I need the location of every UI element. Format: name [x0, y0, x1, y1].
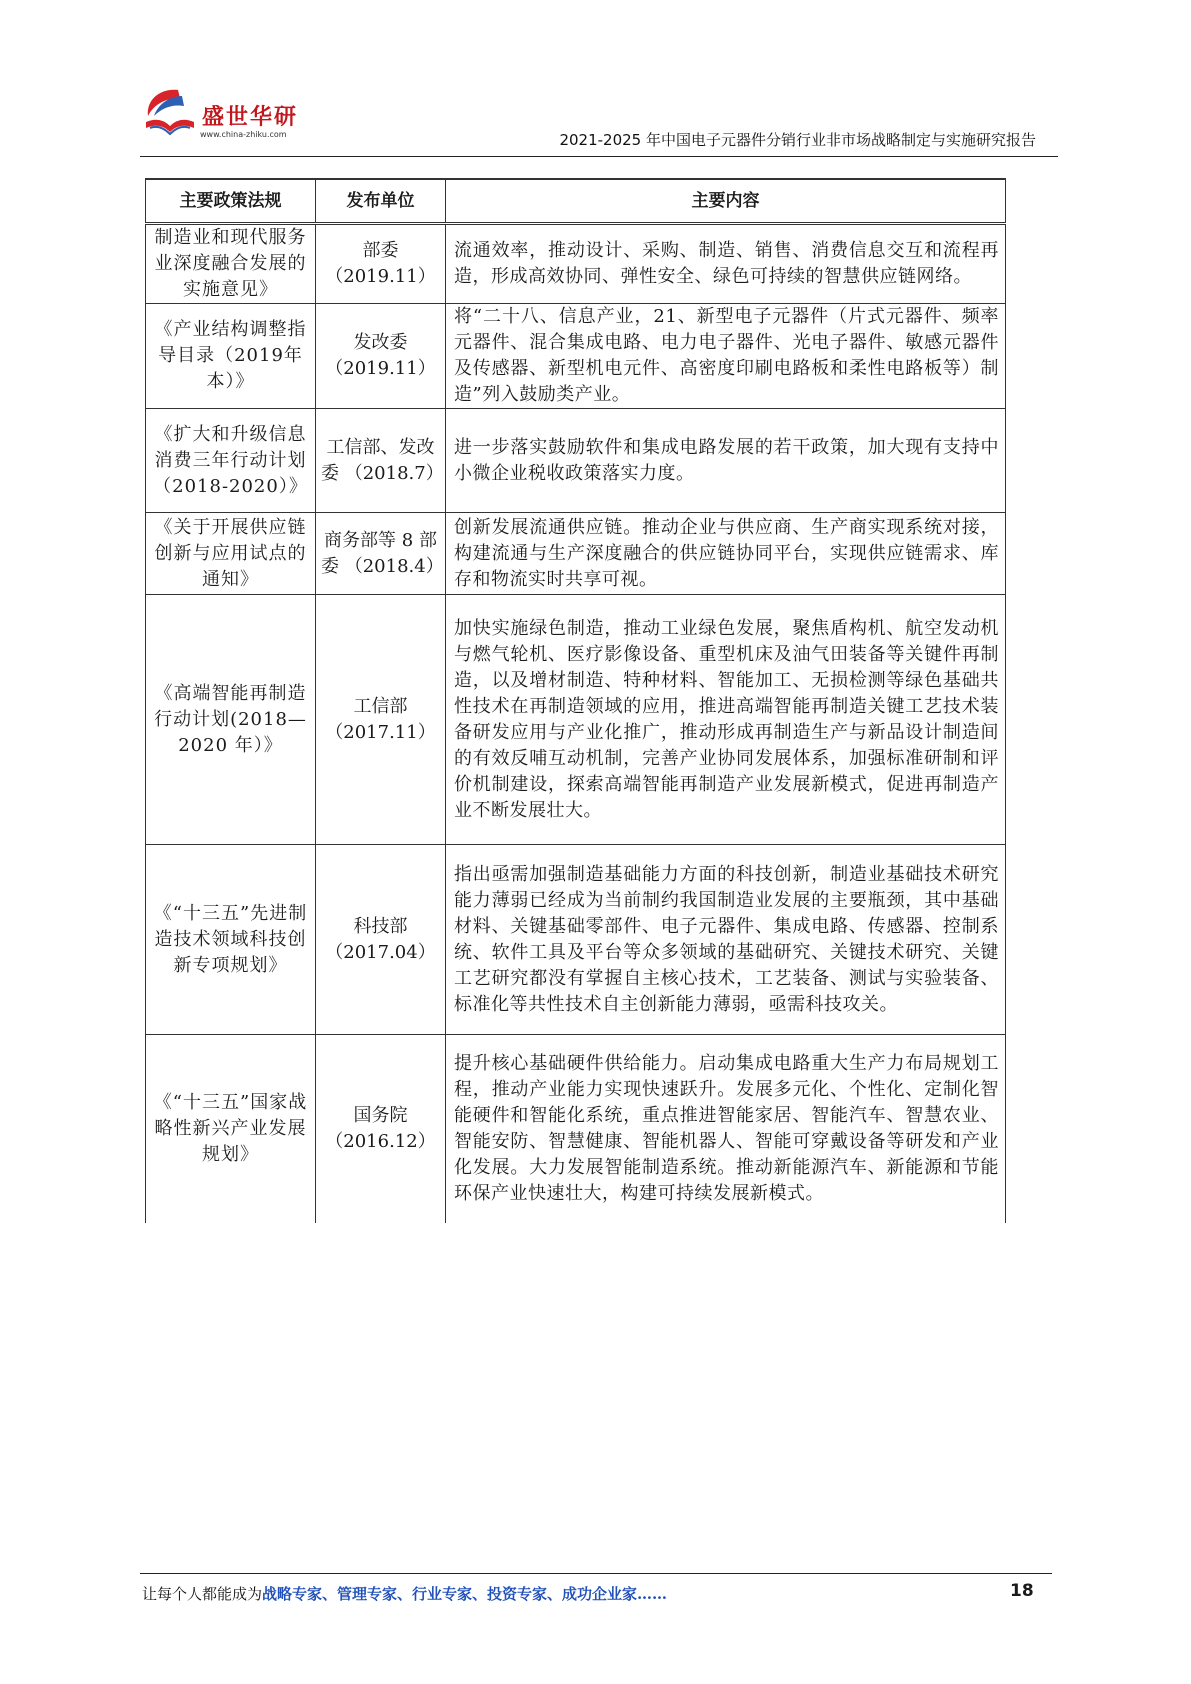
report-title: 2021-2025 年中国电子元器件分销行业非市场战略制定与实施研究报告	[559, 131, 1036, 149]
content-cell: 流通效率，推动设计、采购、制造、销售、消费信息交互和流程再造，形成高效协同、弹性安全、绿色可持续的智慧供应链网络。	[446, 224, 1006, 304]
table-header-row	[146, 179, 1006, 224]
issuer-cell: 国务院 （2016.12）	[316, 1035, 446, 1223]
column-header-issuer: 发布单位	[316, 179, 446, 224]
content-cell: 进一步落实鼓励软件和集成电路发展的若干政策，加大现有支持中小微企业税收政策落实力度。	[446, 409, 1006, 513]
policy-name-cell: 《“十三五”国家战略性新兴产业发展规划》	[146, 1035, 316, 1223]
footer-highlight: 战略专家、管理专家、行业专家、投资专家、成功企业家……	[262, 1585, 668, 1603]
issuer-cell: 商务部等 8 部委 （2018.4）	[316, 513, 446, 595]
footer-prefix: 让每个人都能成为	[142, 1585, 263, 1603]
table-row	[146, 409, 1006, 513]
table-row	[146, 1035, 1006, 1223]
policy-name-cell: 《“十三五”先进制造技术领域科技创新专项规划》	[146, 845, 316, 1035]
policy-name-cell: 《产业结构调整指导目录（2019年本）》	[146, 304, 316, 409]
table-row	[146, 595, 1006, 845]
table-row	[146, 224, 1006, 304]
company-logo	[140, 82, 310, 146]
footer-divider	[140, 1573, 1052, 1574]
content-cell: 指出亟需加强制造基础能力方面的科技创新，制造业基础技术研究能力薄弱已经成为当前制约我国制造业发展的主要瓶颈，其中基础材料、关键基础零部件、电子元器件、集成电路、传感器、控制系统、软件工具及平台等众多领域的基础研究、关键技术研究、关键工艺研究都没有掌握自主核心技术，工艺装备、测试与实验装备、标准化等共性技术自主创新能力薄弱，亟需科技攻关。	[446, 845, 1006, 1035]
content-cell: 提升核心基础硬件供给能力。启动集成电路重大生产力布局规划工程，推动产业能力实现快速跃升。发展多元化、个性化、定制化智能硬件和智能化系统，重点推进智能家居、智能汽车、智慧农业、智能安防、智慧健康、智能机器人、智能可穿戴设备等研发和产业化发展。大力发展智能制造系统。推动新能源汽车、新能源和节能环保产业快速壮大，构建可持续发展新模式。	[446, 1035, 1006, 1223]
policy-name-cell: 《关于开展供应链创新与应用试点的通知》	[146, 513, 316, 595]
policy-name-cell: 《扩大和升级信息消费三年行动计划 （2018-2020）》	[146, 409, 316, 513]
issuer-cell: 工信部 （2017.11）	[316, 595, 446, 845]
issuer-cell: 工信部、发改委 （2018.7）	[316, 409, 446, 513]
table-row	[146, 845, 1006, 1035]
footer-slogan	[142, 1583, 667, 1604]
page-number: 18	[1010, 1581, 1034, 1601]
logo-name: 盛世华研	[202, 105, 299, 130]
table-row	[146, 304, 1006, 409]
content-cell: 加快实施绿色制造，推动工业绿色发展，聚焦盾构机、航空发动机与燃气轮机、医疗影像设备、重型机床及油气田装备等关键件再制造，以及增材制造、特种材料、智能加工、无损检测等绿色基础共性技术在再制造领域的应用，推进高端智能再制造关键工艺技术装备研发应用与产业化推广，推动形成再制造生产与新品设计制造间的有效反哺互动机制，完善产业协同发展体系，加强标准研制和评价机制建设，探索高端智能再制造产业发展新模式，促进再制造产业不断发展壮大。	[446, 595, 1006, 845]
column-header-policy: 主要政策法规	[146, 179, 316, 224]
logo-book-icon	[140, 82, 200, 142]
logo-url: www.china-zhiku.com	[200, 130, 287, 139]
content-cell: 创新发展流通供应链。推动企业与供应商、生产商实现系统对接，构建流通与生产深度融合的供应链协同平台，实现供应链需求、库存和物流实时共享可视。	[446, 513, 1006, 595]
column-header-content: 主要内容	[446, 179, 1006, 224]
policy-name-cell: 制造业和现代服务业深度融合发展的实施意见》	[146, 224, 316, 304]
policy-name-cell: 《高端智能再制造行动计划(2018—2020 年）》	[146, 595, 316, 845]
content-cell: 将“二十八、信息产业，21、新型电子元器件（片式元器件、频率元器件、混合集成电路、电力电子器件、光电子器件、敏感元器件及传感器、新型机电元件、高密度印刷电路板和柔性电路板等）制造”列入鼓励类产业。	[446, 304, 1006, 409]
policy-table	[145, 178, 1006, 1223]
issuer-cell: 部委 （2019.11）	[316, 224, 446, 304]
table-row	[146, 513, 1006, 595]
issuer-cell: 发改委 （2019.11）	[316, 304, 446, 409]
header-divider	[140, 156, 1058, 157]
issuer-cell: 科技部 （2017.04）	[316, 845, 446, 1035]
